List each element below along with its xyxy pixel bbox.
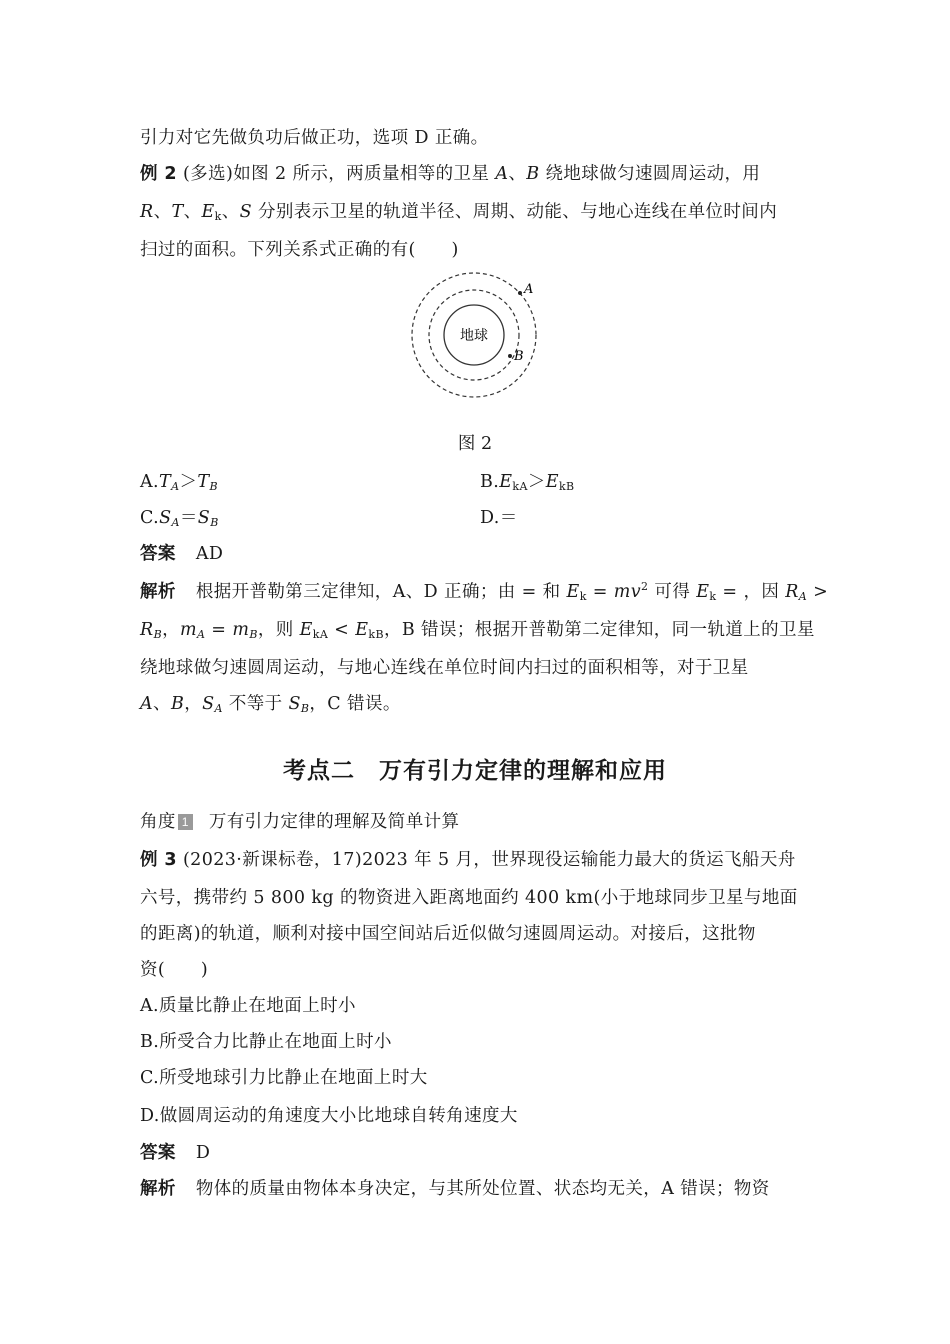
earth-label: 地球 — [460, 328, 488, 344]
var: S — [288, 694, 301, 714]
analysis-line-1: 解析 根据开普勒第三定律知，A、D 正确；由 = 和 $E_k = mv^2$ 可得 $E_k$ = ，因 $R_A$ > — [140, 580, 829, 603]
op: ＞ — [179, 472, 198, 492]
answer-label: 答案 — [140, 544, 176, 564]
option-prefix: A. — [140, 472, 160, 492]
option-prefix: C. — [140, 508, 160, 528]
option-b — [480, 470, 575, 494]
option-a: A.质量比静止在地面上时小 — [140, 996, 356, 1016]
sep: 、 — [221, 202, 240, 222]
analysis-line-2 — [140, 618, 815, 642]
var-B: B — [526, 164, 540, 184]
var: S — [159, 508, 172, 528]
var: E — [566, 582, 580, 602]
expr: mv — [613, 582, 642, 602]
example-2-line-2 — [140, 200, 812, 224]
op: ＝ — [179, 508, 198, 528]
var: R — [785, 582, 799, 602]
example-2-line-1 — [140, 162, 812, 186]
analysis-line-1 — [140, 1177, 812, 1201]
subscript: kB — [558, 480, 575, 493]
text: = — [586, 582, 614, 602]
answer-line — [140, 542, 812, 566]
subscript: kB — [368, 628, 384, 641]
var: R — [140, 620, 154, 640]
example-3-line-1 — [140, 848, 812, 872]
var: S — [202, 694, 215, 714]
var-A: A — [495, 164, 509, 184]
example-label: 例 3 — [140, 850, 177, 870]
var: T — [197, 472, 210, 492]
var: S — [197, 508, 211, 528]
option-b: B.所受合力比静止在地面上时小 — [140, 1032, 392, 1052]
option-a — [140, 472, 218, 492]
analysis-text: 物体的质量由物体本身决定，与其所处位置、状态均无关，A 错误；物资 — [195, 1179, 770, 1199]
subscript: k — [709, 590, 717, 603]
text: (2023·新课标卷，17)2023 年 5 月，世界现役运输能力最大的货运飞船天舟 — [176, 850, 796, 870]
var: A — [140, 694, 154, 714]
op: ＞ — [527, 472, 546, 492]
var: B — [170, 694, 185, 714]
angle-number-badge: 1 — [178, 814, 193, 830]
example-3-line-4: 资( ) — [140, 960, 209, 980]
subscript: B — [210, 516, 219, 529]
satellite-B-dot — [508, 354, 512, 358]
analysis-label: 解析 — [140, 582, 176, 602]
analysis-line-4 — [140, 692, 812, 716]
subscript: A — [798, 590, 808, 603]
figure-caption: 图 2 — [457, 434, 493, 454]
subscript: B — [153, 628, 163, 641]
answer-line — [140, 1141, 812, 1165]
section-title: 考点二 万有引力定律的理解和应用 — [283, 758, 667, 784]
var-T: T — [171, 202, 184, 222]
var: E — [545, 472, 559, 492]
var-E: E — [201, 202, 215, 222]
op: < — [328, 620, 356, 640]
text: ，B 错误；根据开普勒第二定律知，同一轨道上的卫星 — [383, 620, 815, 640]
subscript: B — [249, 628, 258, 641]
op: = — [205, 620, 233, 640]
answer-label: 答案 — [140, 1143, 176, 1163]
subscript: k — [214, 210, 222, 223]
option-d: D.＝ — [480, 508, 518, 528]
subscript: B — [209, 480, 218, 493]
sep: 、 — [153, 202, 172, 222]
var: E — [696, 582, 710, 602]
option-d: D.做圆周运动的角速度大小比地球自转角速度大 — [140, 1106, 518, 1126]
subscript: k — [579, 590, 587, 603]
option-c — [140, 508, 219, 528]
options-row-2 — [140, 506, 812, 530]
var: m — [179, 620, 197, 640]
text: 可得 — [648, 582, 697, 602]
option-prefix: B. — [480, 472, 500, 492]
subscript: A — [214, 702, 223, 715]
sep: 、 — [183, 202, 202, 222]
var: T — [159, 472, 172, 492]
text: ， — [162, 620, 180, 640]
var: m — [232, 620, 250, 640]
satellite-B-label: B — [514, 349, 524, 364]
subscript: A — [171, 480, 180, 493]
text-line: 引力对它先做负功后做正功，选项 D 正确。 — [140, 128, 489, 148]
text: 不等于 — [222, 694, 289, 714]
var-S: S — [239, 202, 253, 222]
text: (多选)如图 2 所示，两质量相等的卫星 — [176, 164, 496, 184]
angle-heading — [140, 810, 812, 834]
subscript: A — [196, 628, 206, 641]
subscript: A — [171, 516, 180, 529]
var: E — [499, 472, 513, 492]
analysis-line-3: 绕地球做匀速圆周运动，与地心连线在单位时间内扫过的面积相等，对于卫星 — [140, 658, 749, 678]
op: > — [807, 582, 829, 602]
var: E — [355, 620, 369, 640]
option-c: C.所受地球引力比静止在地面上时大 — [140, 1068, 428, 1088]
text: = ，因 — [716, 582, 786, 602]
orbit-figure — [400, 268, 550, 403]
subscript: kA — [512, 480, 528, 493]
text: ， — [184, 694, 203, 714]
text: 分别表示卫星的轨道半径、周期、动能、与地心连线在单位时间内 — [252, 202, 778, 222]
analysis-label: 解析 — [140, 1179, 176, 1199]
example-3-line-2: 六号，携带约 5 800 kg 的物资进入距离地面约 400 km(小于地球同步卫星与地面 — [140, 888, 798, 908]
angle-prefix: 角度 — [140, 812, 176, 832]
options-row-1 — [140, 470, 812, 494]
example-label: 例 2 — [140, 164, 177, 184]
text: 绕地球做匀速圆周运动，用 — [539, 164, 761, 184]
subscript: kA — [312, 628, 329, 641]
answer-value: AD — [195, 544, 224, 564]
answer-value: D — [195, 1143, 211, 1163]
satellite-A-label: A — [524, 282, 534, 297]
example-3-line-3: 的距离)的轨道，顺利对接中国空间站后近似做匀速圆周运动。对接后，这批物 — [140, 924, 756, 944]
var-R: R — [140, 202, 154, 222]
subscript: B — [300, 702, 310, 715]
satellite-A-dot — [518, 291, 522, 295]
example-2-line-3: 扫过的面积。下列关系式正确的有( ) — [140, 240, 459, 260]
sep: 、 — [508, 164, 527, 184]
var: E — [299, 620, 313, 640]
angle-text: 万有引力定律的理解及简单计算 — [208, 812, 460, 832]
text: ，则 — [257, 620, 300, 640]
text: 根据开普勒第三定律知，A、D 正确；由 = 和 — [195, 582, 567, 602]
text: ，C 错误。 — [309, 694, 401, 714]
sep: 、 — [153, 694, 171, 714]
